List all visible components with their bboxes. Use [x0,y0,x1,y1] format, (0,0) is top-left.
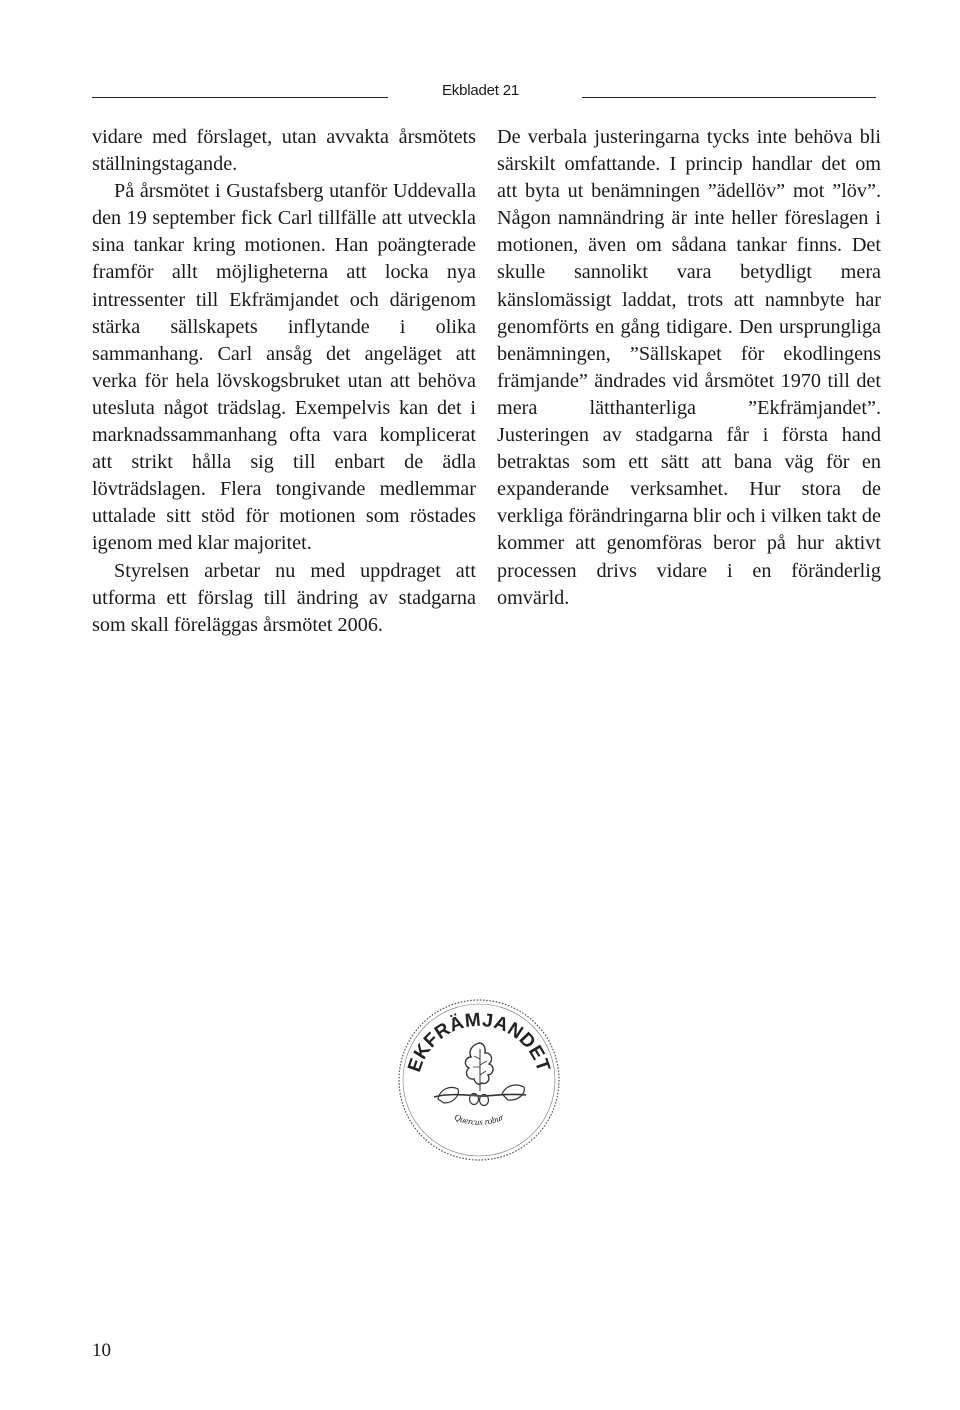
left-paragraph-2: På årsmötet i Gustafsberg utanför Uddevalla den 19 september fick Carl tillfälle att utveckla sina tankar kring motionen. Han poängterade framför allt möjligheterna att locka nya intressenter till Ekfrämjandet och därigenom stärka sällskapets inflytande i olika sammanhang. Carl ansåg det angeläget att verka för hela lövskogsbruket utan att behöva utesluta något trädslag. Exempelvis kan det i marknadssammanhang ofta vara komplicerat att strikt hålla sig till enbart de ädla lövträdslagen. Flera tongivande medlemmar uttalade sitt stöd för motionen som röstades igenom med klar majoritet. [92,180,476,555]
page-number: 10 [92,1340,111,1361]
header-rule-left [92,97,388,98]
left-column [92,124,476,639]
running-header [92,82,876,106]
header-rule-right [582,97,876,98]
left-paragraph-3: Styrelsen arbetar nu med uppdraget att utforma ett förslag till ändring av stadgarna som skall föreläggas årsmötet 2006. [92,559,476,636]
ekframjandet-seal [394,995,564,1165]
seal-bottom-text: Quercus robur [452,1111,506,1128]
seal-top-text: EKFRÄMJANDET [404,1009,554,1075]
oak-leaf-acorn-seal-icon [394,995,564,1165]
running-title: Ekbladet 21 [442,82,520,99]
right-paragraph-1: De verbala justeringarna tycks inte behöva bli särskilt omfattande. I princip handlar det om att byta ut benämningen ”ädellöv” mot ”löv”. Någon namnändring är inte heller föreslagen i motionen, även om sådana tankar finns. Det skulle sannolikt vara betydligt mera känslomässigt laddat, trots att namnbyte har genomförts en gång tidigare. Den ursprungliga benämningen, ”Sällskapet för ekodlingens främjande” ändrades vid årsmötet 1970 till det mera lätthanterliga ”Ekfrämjandet”. Justeringen av stadgarna får i första hand betraktas som ett sätt att bana väg för en expanderande verksamhet. Hur stora de verkliga förändringarna blir och i vilken takt de kommer att genomföras beror på hur aktivt processen drivs vidare i en föränderlig omvärld. [497,126,881,609]
left-paragraph-1: vidare med förslaget, utan avvakta årsmötets ställningstagande. [92,126,476,176]
right-column [497,124,881,612]
